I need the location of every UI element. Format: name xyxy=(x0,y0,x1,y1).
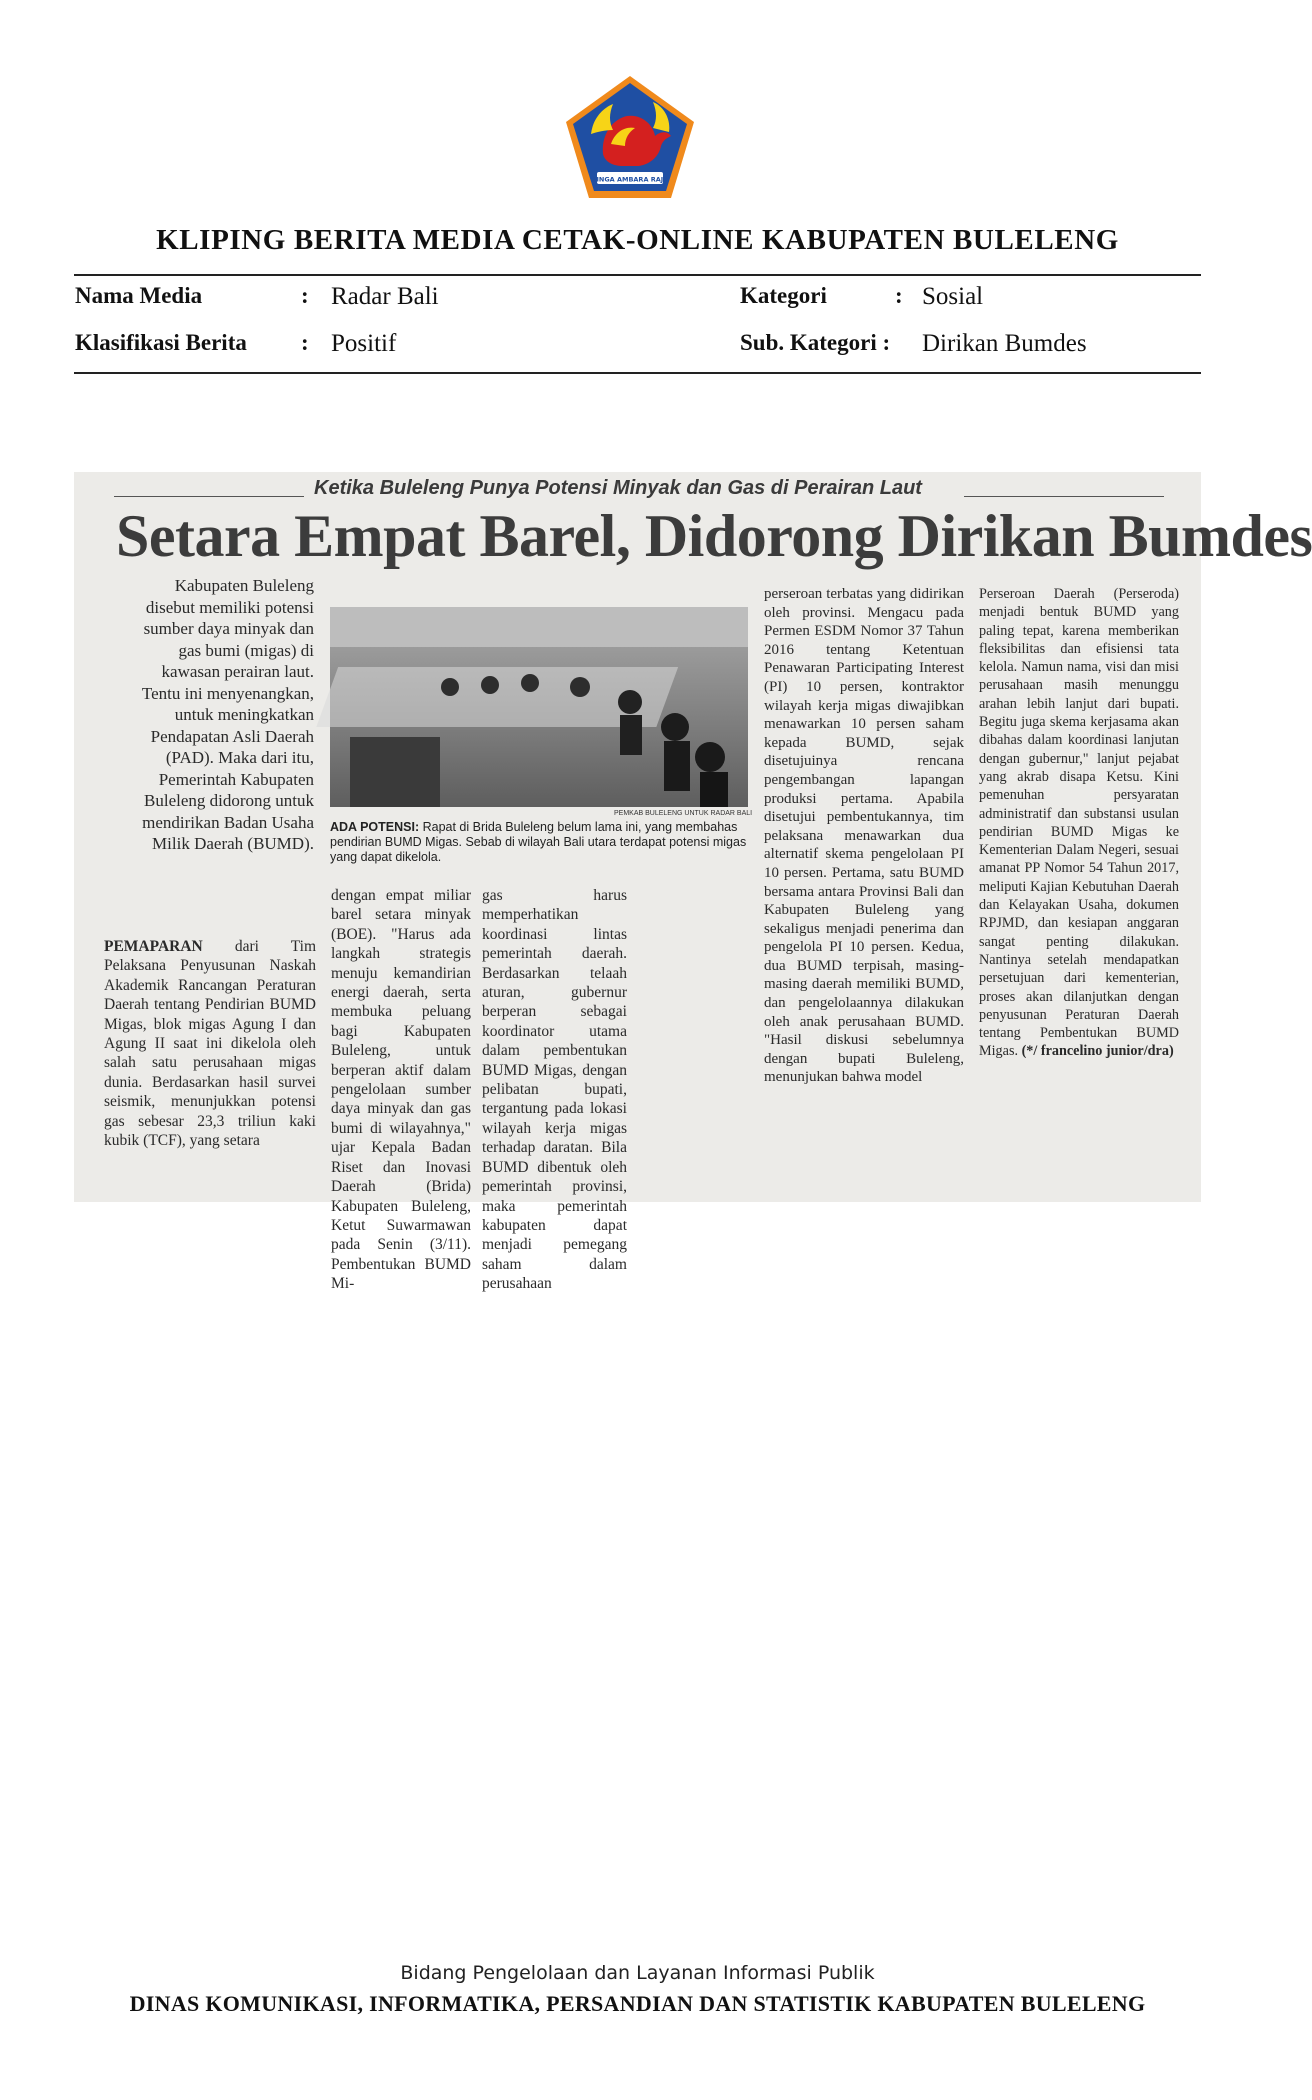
photo-caption xyxy=(330,820,750,865)
caption-text: Rapat di Brida Buleleng belum lama ini, yang membahas pendirian BUMD Migas. Sebab di wilayah Bali utara terdapat potensi migas yang dapat dikelola. xyxy=(330,820,747,864)
kategori-value: Sosial xyxy=(922,283,984,310)
subkategori-label: Sub. Kategori : xyxy=(740,330,891,355)
kicker-rule-right xyxy=(964,496,1164,497)
article-col1 xyxy=(104,937,316,1150)
article-photo xyxy=(330,607,748,807)
article-kicker: Ketika Buleleng Punya Potensi Minyak dan Gas di Perairan Laut xyxy=(314,477,922,499)
col5-text: Perseroan Daerah (Perseroda) menjadi bentuk BUMD yang paling tepat, karena memberikan fleksibilitas dan efisiensi tata kelola. Namun nama, visi dan misi perusahaan masih menunggu arahan lebih lanjut dari bupati. Begitu juga skema kerjasama akan dibahas dalam koordinasi lanjutan dengan gubernur," lanjut pejabat yang akrab disapa Ketsu. Kini pemenuhan persyaratan administratif dan substansi usulan pendirian BUMD Migas ke Kementerian Dalam Negeri, sesuai amanat PP Nomor 54 Tahun 2017, meliputi Kajian Kebutuhan Daerah dan Kelayakan Usaha, dokumen RPJMD, dan kesiapan anggaran sangat penting dilakukan. Nantinya setelah mendapatkan persetujuan dari kementerian, proses akan dilanjutkan dengan penyusunan Peraturan Daerah tentang Pembentukan BUMD Migas. xyxy=(979,586,1179,1060)
klasifikasi-value: Positif xyxy=(331,330,397,357)
dropcap-word: PEMAPARAN xyxy=(104,938,203,955)
photo-credit: PEMKAB BULELENG UNTUK RADAR BALI xyxy=(614,810,753,817)
media-colon: : xyxy=(301,283,309,308)
top-divider xyxy=(74,274,1201,276)
article-byline: (*/ francelino junior/dra) xyxy=(1021,1043,1174,1060)
footer-division: Bidang Pengelolaan dan Layanan Informasi Publik xyxy=(400,1962,875,1984)
klasifikasi-colon: : xyxy=(301,330,309,355)
subkategori-value: Dirikan Bumdes xyxy=(922,330,1087,357)
article-headline: Setara Empat Barel, Didorong Dirikan Bumdes xyxy=(116,503,1312,569)
logo-motto: SINGA AMBARA RAJA xyxy=(591,175,669,184)
article-col2: dengan empat miliar barel setara minyak (BOE). "Harus ada langkah strategis menuju kemandirian energi daerah, serta membuka peluang bagi Kabupaten Buleleng, untuk berperan aktif dalam pengelolaan sumber daya minyak dan gas bumi di wilayahnya," ujar Kepala Badan Riset dan Inovasi Daerah (Brida) Kabupaten Buleleng, Ketut Suwarmawan pada Senin (3/11). Pembentukan BUMD Mi- xyxy=(331,887,471,1293)
kicker-rule-left xyxy=(114,496,304,497)
article-col5 xyxy=(979,585,1179,1061)
footer-office: DINAS KOMUNIKASI, INFORMATIKA, PERSANDIAN DAN STATISTIK KABUPATEN BULELENG xyxy=(129,1991,1146,2016)
article-lead: Kabupaten Buleleng disebut memiliki potensi sumber daya minyak dan gas bumi (migas) di kawasan perairan laut. Tentu ini menyenangkan, untuk meningkatkan Pendapatan Asli Daerah (PAD). Maka dari itu, Pemerintah Kabupaten Buleleng didorong untuk mendirikan Badan Usaha Milik Daerah (BUMD). xyxy=(141,576,314,853)
page-title: KLIPING BERITA MEDIA CETAK-ONLINE KABUPATEN BULELENG xyxy=(156,224,1119,256)
meta-divider xyxy=(74,372,1201,374)
buleleng-logo xyxy=(563,74,697,201)
article-col3: gas harus memperhatikan koordinasi lintas pemerintah daerah. Berdasarkan telaah aturan, gubernur berperan sebagai koordinator utama dalam pembentukan BUMD Migas, dengan pelibatan bupati, tergantung pada lokasi wilayah kerja migas terhadap daratan. Bila BUMD dibentuk oleh pemerintah provinsi, maka pemerintah kabupaten dapat menjadi pemegang saham dalam perusahaan xyxy=(482,887,627,1293)
caption-label: ADA POTENSI: xyxy=(330,820,420,834)
kategori-colon: : xyxy=(895,283,903,308)
meeting-photo-illustration xyxy=(330,607,748,807)
media-value: Radar Bali xyxy=(331,283,439,310)
kategori-label: Kategori xyxy=(740,283,827,308)
article-col4: perseroan terbatas yang didirikan oleh provinsi. Mengacu pada Permen ESDM Nomor 37 Tahun 2016 tentang Ketentuan Penawaran Participating Interest (PI) 10 persen, kontraktor wilayah kerja migas diwajibkan menawarkan 10 persen saham kepada BUMD, sejak disetujuinya rencana pengembangan lapangan produksi pertama. Apabila disetujui pembentukannya, tim pelaksana menawarkan dua alternatif skema pengelolaan PI 10 persen. Pertama, satu BUMD bersama antara Provinsi Bali dan Kabupaten Buleleng yang sekaligus menjadi penerima dan pengelola PI 10 persen. Kedua, dua BUMD terpisah, masing-masing daerah memiliki BUMD, dan pengelolaannya dilakukan oleh anak perusahaan BUMD. "Hasil diskusi sebelumnya dengan bupati Buleleng, menunjukan bahwa model xyxy=(764,586,964,1086)
news-clipping xyxy=(74,472,1312,1293)
klasifikasi-label: Klasifikasi Berita xyxy=(75,330,247,355)
col1-text: dari Tim Pelaksana Penyusunan Naskah Akademik Rancangan Peraturan Daerah tentang Pendirian BUMD Migas, blok migas Agung I dan Agung II saat ini dikelola oleh salah satu perusahaan migas dunia. Berdasarkan hasil survei seismik, menunjukkan potensi gas sebesar 23,3 triliun kaki kubik (TCF), yang setara xyxy=(104,938,316,1150)
media-label: Nama Media xyxy=(75,283,203,308)
